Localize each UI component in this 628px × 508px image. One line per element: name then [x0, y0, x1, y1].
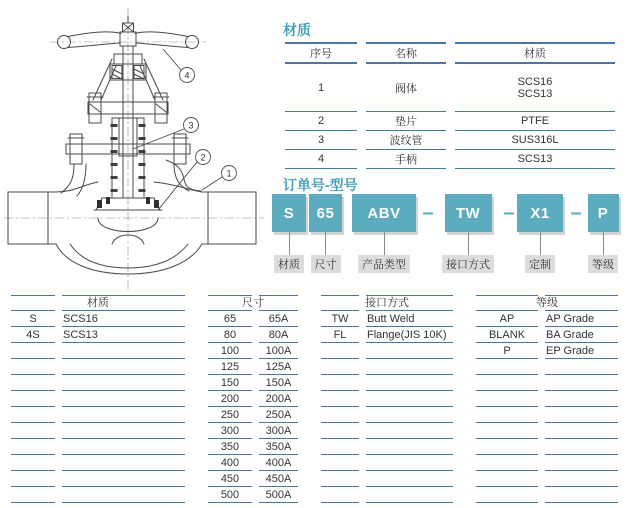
table-row	[285, 131, 615, 150]
value-cell: Butt Weld	[366, 311, 453, 327]
code-cell: 500	[208, 487, 252, 503]
value-cell	[62, 471, 185, 487]
table-row	[208, 455, 298, 471]
table-row	[321, 327, 453, 343]
table-row	[11, 423, 185, 439]
value-cell	[545, 439, 618, 455]
options-group-material	[4, 295, 192, 503]
code-cell: TW	[321, 311, 359, 327]
table-row	[321, 359, 453, 375]
code-box: X1	[517, 194, 563, 232]
code-cell	[321, 343, 359, 359]
value-cell	[366, 407, 453, 423]
table-row	[321, 375, 453, 391]
value-cell: EP Grade	[545, 343, 618, 359]
group-table	[469, 295, 625, 503]
code-cell	[476, 391, 538, 407]
table-row	[208, 439, 298, 455]
value-cell: AP Grade	[545, 311, 618, 327]
table-row	[476, 471, 618, 487]
header-material: 材质	[455, 42, 615, 64]
value-cell	[366, 359, 453, 375]
cell-no: 4	[285, 150, 357, 169]
code-cell	[11, 343, 55, 359]
group-header-row	[208, 295, 298, 311]
code-box: S	[272, 194, 306, 232]
value-cell	[366, 455, 453, 471]
value-cell	[366, 487, 453, 503]
cell-name: 手柄	[366, 150, 446, 169]
segment-label: 产品类型	[358, 255, 410, 273]
table-row	[11, 327, 185, 343]
table-row	[11, 455, 185, 471]
code-box: TW	[445, 194, 492, 232]
table-row	[11, 407, 185, 423]
table-row	[208, 311, 298, 327]
table-row	[11, 391, 185, 407]
table-row	[208, 359, 298, 375]
value-cell: 450A	[259, 471, 298, 487]
header-cell	[476, 295, 538, 311]
table-row	[476, 455, 618, 471]
value-cell: 300A	[259, 423, 298, 439]
code-cell	[321, 375, 359, 391]
code-cell: 125	[208, 359, 252, 375]
code-cell	[476, 359, 538, 375]
value-cell	[366, 423, 453, 439]
value-cell	[545, 455, 618, 471]
code-cell	[11, 487, 55, 503]
table-row	[321, 439, 453, 455]
code-cell: 4S	[11, 327, 55, 343]
value-cell: 100A	[259, 343, 298, 359]
code-cell	[11, 455, 55, 471]
table-row	[285, 64, 615, 112]
table-row	[208, 471, 298, 487]
value-cell	[545, 359, 618, 375]
code-cell	[321, 455, 359, 471]
group-table	[201, 295, 305, 503]
order-segment-material	[272, 194, 306, 273]
table-row	[11, 375, 185, 391]
header-cell	[321, 295, 359, 311]
connector-line	[384, 232, 385, 255]
cell-no: 1	[285, 64, 357, 112]
table-row	[321, 423, 453, 439]
order-segment-product-type	[352, 194, 416, 273]
value-cell	[545, 407, 618, 423]
code-cell	[11, 407, 55, 423]
code-cell	[321, 407, 359, 423]
value-cell	[545, 471, 618, 487]
code-cell: 400	[208, 455, 252, 471]
code-cell: P	[476, 343, 538, 359]
value-cell: 65A	[259, 311, 298, 327]
value-cell: 200A	[259, 391, 298, 407]
value-cell: 250A	[259, 407, 298, 423]
value-cell	[62, 423, 185, 439]
value-cell: SCS13	[62, 327, 185, 343]
value-cell: Flange(JIS 10K)	[366, 327, 453, 343]
table-row	[476, 423, 618, 439]
callout-number-2: 2	[200, 152, 206, 163]
group-header-row	[11, 295, 185, 311]
connector-line	[603, 232, 604, 255]
table-row	[285, 112, 615, 131]
table-row	[476, 487, 618, 503]
header-cell	[208, 295, 252, 311]
dash-separator: –	[570, 202, 582, 224]
value-cell	[366, 375, 453, 391]
value-cell	[62, 391, 185, 407]
cell-material: PTFE	[455, 112, 615, 131]
group-header-row	[476, 295, 618, 311]
table-row	[321, 343, 453, 359]
value-cell	[62, 407, 185, 423]
callout-number-1: 1	[226, 168, 232, 179]
cell-name: 垫片	[366, 112, 446, 131]
code-cell	[476, 375, 538, 391]
header-cell	[11, 295, 55, 311]
code-cell: 100	[208, 343, 252, 359]
code-cell	[11, 391, 55, 407]
value-cell	[545, 423, 618, 439]
order-section-title: 订单号-型号	[283, 177, 358, 193]
callout-number-3: 3	[188, 120, 194, 131]
code-cell	[476, 471, 538, 487]
table-row	[321, 471, 453, 487]
code-cell: FL	[321, 327, 359, 343]
value-cell	[62, 359, 185, 375]
value-cell: 400A	[259, 455, 298, 471]
table-row	[476, 375, 618, 391]
table-row	[321, 487, 453, 503]
code-box: 65	[309, 194, 342, 232]
group-table	[314, 295, 460, 503]
code-cell	[321, 471, 359, 487]
materials-table	[276, 42, 624, 169]
code-cell: S	[11, 311, 55, 327]
value-cell	[366, 391, 453, 407]
value-cell: 150A	[259, 375, 298, 391]
segment-label: 接口方式	[442, 255, 494, 273]
table-row	[476, 391, 618, 407]
code-cell	[321, 391, 359, 407]
code-cell: 65	[208, 311, 252, 327]
code-cell	[476, 439, 538, 455]
segment-label: 材质	[274, 255, 304, 273]
table-row	[476, 327, 618, 343]
value-cell: 350A	[259, 439, 298, 455]
code-cell	[476, 423, 538, 439]
group-title: 等级	[536, 297, 558, 309]
value-cell	[62, 439, 185, 455]
code-cell	[11, 471, 55, 487]
materials-header-row	[285, 42, 615, 64]
code-cell	[321, 359, 359, 375]
table-row	[11, 343, 185, 359]
dash-separator: –	[503, 202, 515, 224]
table-row	[321, 455, 453, 471]
header-cell	[366, 295, 453, 311]
table-row	[208, 375, 298, 391]
options-group-connection	[314, 295, 460, 503]
table-row	[208, 343, 298, 359]
segment-label: 定制	[525, 255, 555, 273]
value-cell	[62, 375, 185, 391]
group-title: 接口方式	[365, 297, 409, 309]
table-row	[11, 439, 185, 455]
table-row	[208, 407, 298, 423]
table-row	[208, 391, 298, 407]
connector-line	[325, 232, 326, 255]
value-cell: SCS16	[62, 311, 185, 327]
header-cell	[62, 295, 185, 311]
order-segment-custom	[517, 194, 563, 273]
connector-line	[468, 232, 469, 255]
value-cell	[545, 375, 618, 391]
cell-material: SCS13	[455, 150, 615, 169]
options-table	[4, 295, 625, 503]
value-cell	[545, 487, 618, 503]
code-box: P	[588, 194, 619, 232]
value-cell	[366, 439, 453, 455]
code-cell: 300	[208, 423, 252, 439]
cell-no: 2	[285, 112, 357, 131]
material-line: SCS13	[517, 87, 553, 100]
table-row	[476, 407, 618, 423]
group-title: 材质	[87, 297, 109, 309]
dash-separator: –	[422, 202, 434, 224]
order-code-diagram	[272, 194, 622, 276]
order-segment-connection	[438, 194, 498, 273]
code-cell: 200	[208, 391, 252, 407]
code-cell: 250	[208, 407, 252, 423]
code-cell	[11, 359, 55, 375]
options-group-grade	[469, 295, 625, 503]
code-cell	[321, 439, 359, 455]
value-cell: BA Grade	[545, 327, 618, 343]
table-row	[208, 487, 298, 503]
cell-name: 阀体	[366, 64, 446, 112]
code-cell	[11, 423, 55, 439]
value-cell	[62, 455, 185, 471]
group-table	[4, 295, 192, 503]
group-header-row	[321, 295, 453, 311]
group-title: 尺寸	[242, 297, 264, 309]
code-cell: AP	[476, 311, 538, 327]
value-cell	[545, 391, 618, 407]
materials-section-title: 材质	[283, 22, 311, 38]
segment-label: 等级	[588, 255, 618, 273]
table-row	[321, 311, 453, 327]
material-line: SCS16	[517, 75, 553, 88]
table-row	[208, 327, 298, 343]
cell-material	[455, 64, 615, 112]
header-name: 名称	[366, 42, 446, 64]
connector-line	[540, 232, 541, 255]
value-cell: 125A	[259, 359, 298, 375]
code-cell: 450	[208, 471, 252, 487]
code-box: ABV	[352, 194, 416, 232]
table-row	[321, 407, 453, 423]
options-group-size	[201, 295, 305, 503]
code-cell: BLANK	[476, 327, 538, 343]
cell-no: 3	[285, 131, 357, 150]
table-row	[208, 423, 298, 439]
cell-name: 波纹管	[366, 131, 446, 150]
value-cell: 80A	[259, 327, 298, 343]
header-no: 序号	[285, 42, 357, 64]
cell-material: SUS316L	[455, 131, 615, 150]
code-cell	[321, 487, 359, 503]
callout-number-4: 4	[184, 70, 190, 81]
table-row	[321, 391, 453, 407]
header-cell	[259, 295, 298, 311]
table-row	[476, 311, 618, 327]
table-row	[11, 311, 185, 327]
code-cell	[476, 487, 538, 503]
valve-section-drawing	[0, 2, 268, 294]
code-cell	[11, 375, 55, 391]
code-cell	[476, 407, 538, 423]
value-cell	[366, 343, 453, 359]
order-segment-grade	[586, 194, 620, 273]
code-cell: 150	[208, 375, 252, 391]
table-row	[476, 439, 618, 455]
segment-label: 尺寸	[311, 255, 341, 273]
connector-line	[289, 232, 290, 255]
header-cell	[545, 295, 618, 311]
value-cell	[62, 343, 185, 359]
table-row	[285, 150, 615, 169]
table-row	[11, 487, 185, 503]
value-cell	[62, 487, 185, 503]
code-cell	[476, 455, 538, 471]
table-row	[11, 471, 185, 487]
code-cell	[321, 423, 359, 439]
code-cell	[11, 439, 55, 455]
code-cell: 80	[208, 327, 252, 343]
table-row	[476, 343, 618, 359]
value-cell	[366, 471, 453, 487]
code-cell: 350	[208, 439, 252, 455]
order-segment-size	[309, 194, 342, 273]
value-cell: 500A	[259, 487, 298, 503]
table-row	[11, 359, 185, 375]
table-row	[476, 359, 618, 375]
